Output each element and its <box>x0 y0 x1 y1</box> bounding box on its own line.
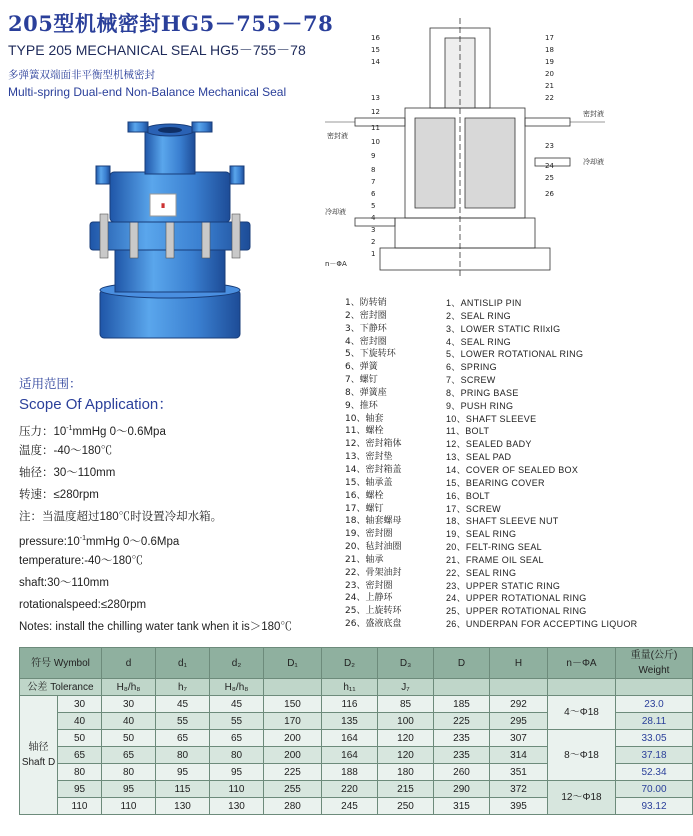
svg-text:8: 8 <box>371 166 376 174</box>
part-cn-4: 4、密封圈 <box>345 336 387 347</box>
scope-heading-cn: 适用范围： <box>19 376 82 391</box>
drawing-label-nphiA: n－ΦA <box>325 260 347 268</box>
svg-text:12: 12 <box>371 108 380 116</box>
part-en-8: 8、PRING BASE <box>446 387 519 398</box>
tolerance-row <box>20 679 693 696</box>
spec-speed-cn: 转速：≤280rpm <box>19 489 99 501</box>
part-cn-14: 14、密封箱盖 <box>345 464 402 475</box>
table-cell: 290 <box>434 781 490 798</box>
svg-text:15: 15 <box>371 46 380 54</box>
part-cn-9: 9、推环 <box>345 400 378 411</box>
table-row <box>20 696 693 713</box>
table-header-row <box>20 648 693 679</box>
nphiA-cell: 12～Φ18 <box>548 781 616 815</box>
part-cn-5: 5、下旋转环 <box>345 349 396 360</box>
svg-text:24: 24 <box>545 162 554 170</box>
table-cell: 314 <box>490 747 548 764</box>
svg-text:9: 9 <box>371 152 376 160</box>
part-cn-19: 19、密封圈 <box>345 529 393 540</box>
part-cn-3: 3、下静环 <box>345 323 387 334</box>
table-cell: 292 <box>490 696 548 713</box>
product-photo <box>70 110 270 350</box>
weight-cell: 52.34 <box>616 764 693 781</box>
table-cell: 295 <box>490 713 548 730</box>
table-cell: 150 <box>264 696 322 713</box>
part-cn-25: 25、上旋转环 <box>345 606 402 617</box>
table-cell: 95 <box>156 764 210 781</box>
table-cell: 115 <box>156 781 210 798</box>
table-cell: 50 <box>102 730 156 747</box>
tolerance-cell: h₇ <box>156 679 210 696</box>
part-en-23: 23、UPPER STATIC RING <box>446 580 561 591</box>
part-en-15: 15、BEARING COVER <box>446 477 545 488</box>
table-cell: 30 <box>102 696 156 713</box>
table-cell: 220 <box>322 781 378 798</box>
table-cell: 65 <box>156 730 210 747</box>
weight-cell: 70.00 <box>616 781 693 798</box>
spec-list <box>19 418 339 638</box>
table-cell: 65 <box>210 730 264 747</box>
drawing-label-seal-out: 密封液 <box>583 110 604 118</box>
svg-text:2: 2 <box>371 238 376 246</box>
part-cn-8: 8、弹簧座 <box>345 387 387 398</box>
table-cell: 55 <box>156 713 210 730</box>
tolerance-cell <box>616 679 693 696</box>
tolerance-cell: J₇ <box>378 679 434 696</box>
part-cn-11: 11、螺栓 <box>345 426 384 437</box>
part-en-21: 21、FRAME OIL SEAL <box>446 554 544 565</box>
table-header-cell: 重量(公斤) Weight <box>616 648 693 679</box>
svg-text:14: 14 <box>371 58 380 66</box>
spec-pressure-en: $pressure:10^{-1}mmHg$ 0～0.6Mpa <box>19 535 180 548</box>
svg-text:3: 3 <box>371 226 376 234</box>
page-title-en: TYPE 205 MECHANICAL SEAL HG5－755－78 <box>8 42 306 58</box>
table-cell: 100 <box>378 713 434 730</box>
svg-text:17: 17 <box>545 34 554 42</box>
tolerance-cell: H₈/h₈ <box>102 679 156 696</box>
table-cell: 50 <box>58 730 102 747</box>
part-cn-26: 26、盛液底盘 <box>345 619 402 630</box>
table-cell: 95 <box>58 781 102 798</box>
part-cn-15: 15、轴承盖 <box>345 477 393 488</box>
part-en-10: 10、SHAFT SLEEVE <box>446 413 537 424</box>
table-cell: 315 <box>434 798 490 815</box>
table-header-cell: D₁ <box>264 648 322 679</box>
spec-temperature-en: temperature:-40～180℃ <box>19 555 144 567</box>
svg-text:13: 13 <box>371 94 380 102</box>
table-cell: 245 <box>322 798 378 815</box>
table-cell: 164 <box>322 747 378 764</box>
table-header-cell: D₂ <box>322 648 378 679</box>
part-en-17: 17、SCREW <box>446 503 501 514</box>
part-en-6: 6、SPRING <box>446 362 497 373</box>
parts-list-en <box>446 297 646 631</box>
part-en-26: 26、UNDERPAN FOR ACCEPTING LIQUOR <box>446 619 638 630</box>
table-row <box>20 781 693 798</box>
spec-note-en: Notes: install the chilling water tank when it is＞180℃ <box>19 621 292 633</box>
tolerance-cell <box>434 679 490 696</box>
table-cell: 185 <box>434 696 490 713</box>
table-cell: 80 <box>58 764 102 781</box>
part-en-1: 1、ANTISLIP PIN <box>446 298 522 308</box>
table-cell: 45 <box>156 696 210 713</box>
spec-speed-en: rotationalspeed:≤280rpm <box>19 599 147 611</box>
scope-heading-en: Scope Of Application： <box>19 396 174 413</box>
table-cell: 250 <box>378 798 434 815</box>
part-cn-2: 2、密封圈 <box>345 310 387 321</box>
part-cn-7: 7、螺钉 <box>345 375 378 386</box>
table-cell: 395 <box>490 798 548 815</box>
table-cell: 225 <box>434 713 490 730</box>
part-en-16: 16、BOLT <box>446 490 490 501</box>
table-cell: 280 <box>264 798 322 815</box>
table-cell: 351 <box>490 764 548 781</box>
table-cell: 85 <box>378 696 434 713</box>
table-cell: 110 <box>58 798 102 815</box>
svg-text:26: 26 <box>545 190 554 198</box>
table-cell: 164 <box>322 730 378 747</box>
table-header-cell: d₁ <box>156 648 210 679</box>
drawing-label-cooling-in: 冷却液 <box>325 208 346 216</box>
table-cell: 95 <box>210 764 264 781</box>
svg-text:1: 1 <box>371 250 376 258</box>
svg-text:4: 4 <box>371 214 376 222</box>
table-cell: 80 <box>210 747 264 764</box>
svg-text:10: 10 <box>371 138 380 146</box>
table-cell: 135 <box>322 713 378 730</box>
svg-text:21: 21 <box>545 82 554 90</box>
cross-section-drawing <box>325 18 640 288</box>
table-cell: 95 <box>102 781 156 798</box>
table-cell: 40 <box>58 713 102 730</box>
part-cn-13: 13、密封垫 <box>345 452 393 463</box>
table-cell: 180 <box>378 764 434 781</box>
part-en-20: 20、FELT-RING SEAL <box>446 542 542 553</box>
table-cell: 260 <box>434 764 490 781</box>
tolerance-cell <box>548 679 616 696</box>
svg-text:18: 18 <box>545 46 554 54</box>
table-cell: 120 <box>378 730 434 747</box>
part-en-14: 14、COVER OF SEALED BOX <box>446 464 579 475</box>
dimension-table <box>19 647 678 815</box>
part-en-19: 19、SEAL RING <box>446 529 517 540</box>
table-cell: 55 <box>210 713 264 730</box>
spec-pressure-cn: 压力：$10^{-1}mmHg$ 0～0.6Mpa <box>19 425 166 438</box>
weight-cell: 23.0 <box>616 696 693 713</box>
table-cell: 235 <box>434 730 490 747</box>
drawing-label-cooling-out: 冷却液 <box>583 158 604 166</box>
part-en-25: 25、UPPER ROTATIONAL RING <box>446 606 587 617</box>
weight-cell: 33.05 <box>616 730 693 747</box>
spec-shaft-cn: 轴径：30～110mm <box>19 467 116 479</box>
table-cell: 307 <box>490 730 548 747</box>
table-cell: 200 <box>264 747 322 764</box>
part-cn-22: 22、骨架油封 <box>345 567 402 578</box>
part-cn-21: 21、轴承 <box>345 554 384 565</box>
svg-text:5: 5 <box>371 202 376 210</box>
table-cell: 80 <box>102 764 156 781</box>
svg-text:7: 7 <box>371 178 376 186</box>
part-en-3: 3、LOWER STATIC RIIxIG <box>446 323 561 334</box>
part-en-5: 5、LOWER ROTATIONAL RING <box>446 349 584 360</box>
svg-text:23: 23 <box>545 142 554 150</box>
nphiA-cell: 4～Φ18 <box>548 696 616 730</box>
tolerance-cell <box>490 679 548 696</box>
table-cell: 130 <box>210 798 264 815</box>
svg-text:22: 22 <box>545 94 554 102</box>
tolerance-cell: h₁₁ <box>322 679 378 696</box>
subtitle-cn: 多弹簧双端面非平衡型机械密封 <box>8 69 155 81</box>
part-en-22: 22、SEAL RING <box>446 567 517 578</box>
table-cell: 215 <box>378 781 434 798</box>
part-cn-20: 20、毡封油圈 <box>345 542 402 553</box>
part-cn-16: 16、螺栓 <box>345 490 384 501</box>
svg-text:16: 16 <box>371 34 380 42</box>
part-en-13: 13、SEAL PAD <box>446 452 512 463</box>
table-header-cell: D₃ <box>378 648 434 679</box>
table-cell: 45 <box>210 696 264 713</box>
table-cell: 40 <box>102 713 156 730</box>
svg-text:20: 20 <box>545 70 554 78</box>
nphiA-cell: 8～Φ18 <box>548 730 616 781</box>
part-cn-18: 18、轴套螺母 <box>345 516 402 527</box>
table-cell: 188 <box>322 764 378 781</box>
tolerance-cell <box>264 679 322 696</box>
table-cell: 130 <box>156 798 210 815</box>
table-header-cell: d <box>102 648 156 679</box>
table-cell: 225 <box>264 764 322 781</box>
part-cn-1: 1、防转销 <box>345 298 387 308</box>
table-header-cell: n－ΦA <box>548 648 616 679</box>
table-cell: 110 <box>102 798 156 815</box>
part-cn-23: 23、密封圈 <box>345 580 393 591</box>
spec-note-cn: 注：当温度超过180℃时设置冷却水箱。 <box>19 511 223 523</box>
table-cell: 65 <box>58 747 102 764</box>
table-cell: 80 <box>156 747 210 764</box>
part-en-18: 18、SHAFT SLEEVE NUT <box>446 516 559 527</box>
table-cell: 200 <box>264 730 322 747</box>
part-cn-6: 6、弹簧 <box>345 362 378 373</box>
table-cell: 170 <box>264 713 322 730</box>
weight-cell: 93.12 <box>616 798 693 815</box>
page-title-cn: 205型机械密封HG5－755－78 <box>8 11 334 36</box>
weight-cell: 28.11 <box>616 713 693 730</box>
table-cell: 110 <box>210 781 264 798</box>
part-en-24: 24、UPPER ROTATIONAL RING <box>446 593 587 604</box>
part-en-11: 11、BOLT <box>446 426 490 437</box>
part-en-12: 12、SEALED BADY <box>446 439 532 450</box>
table-cell: 372 <box>490 781 548 798</box>
subtitle-en: Multi-spring Dual-end Non-Balance Mechanical Seal <box>8 85 287 99</box>
spec-temperature-cn: 温度：-40～180℃ <box>19 445 113 457</box>
part-en-2: 2、SEAL RING <box>446 310 511 321</box>
part-cn-17: 17、螺钉 <box>345 503 384 514</box>
part-en-4: 4、SEAL RING <box>446 336 511 347</box>
part-en-7: 7、SCREW <box>446 375 496 386</box>
table-header-cell: 符号 Wymbol <box>20 648 102 679</box>
weight-cell: 37.18 <box>616 747 693 764</box>
shaft-label-cell: 轴径 Shaft D <box>20 696 58 815</box>
spec-shaft-en: shaft:30～110mm <box>19 577 109 589</box>
part-cn-24: 24、上静环 <box>345 593 393 604</box>
tolerance-cell: H₈/h₈ <box>210 679 264 696</box>
part-cn-10: 10、轴套 <box>345 413 384 424</box>
table-cell: 120 <box>378 747 434 764</box>
table-header-cell: D <box>434 648 490 679</box>
svg-text:19: 19 <box>545 58 554 66</box>
table-cell: 116 <box>322 696 378 713</box>
table-row <box>20 730 693 747</box>
table-cell: 235 <box>434 747 490 764</box>
table-header-cell: d₂ <box>210 648 264 679</box>
table-cell: 255 <box>264 781 322 798</box>
table-cell: 30 <box>58 696 102 713</box>
part-cn-12: 12、密封箱体 <box>345 439 402 450</box>
svg-text:█: █ <box>161 203 165 208</box>
svg-text:6: 6 <box>371 190 376 198</box>
svg-text:11: 11 <box>371 124 380 132</box>
svg-text:25: 25 <box>545 174 554 182</box>
table-cell: 65 <box>102 747 156 764</box>
part-en-9: 9、PUSH RING <box>446 400 514 411</box>
drawing-label-seal-in: 密封液 <box>327 132 348 140</box>
tolerance-cell: 公差 Tolerance <box>20 679 102 696</box>
table-header-cell: H <box>490 648 548 679</box>
